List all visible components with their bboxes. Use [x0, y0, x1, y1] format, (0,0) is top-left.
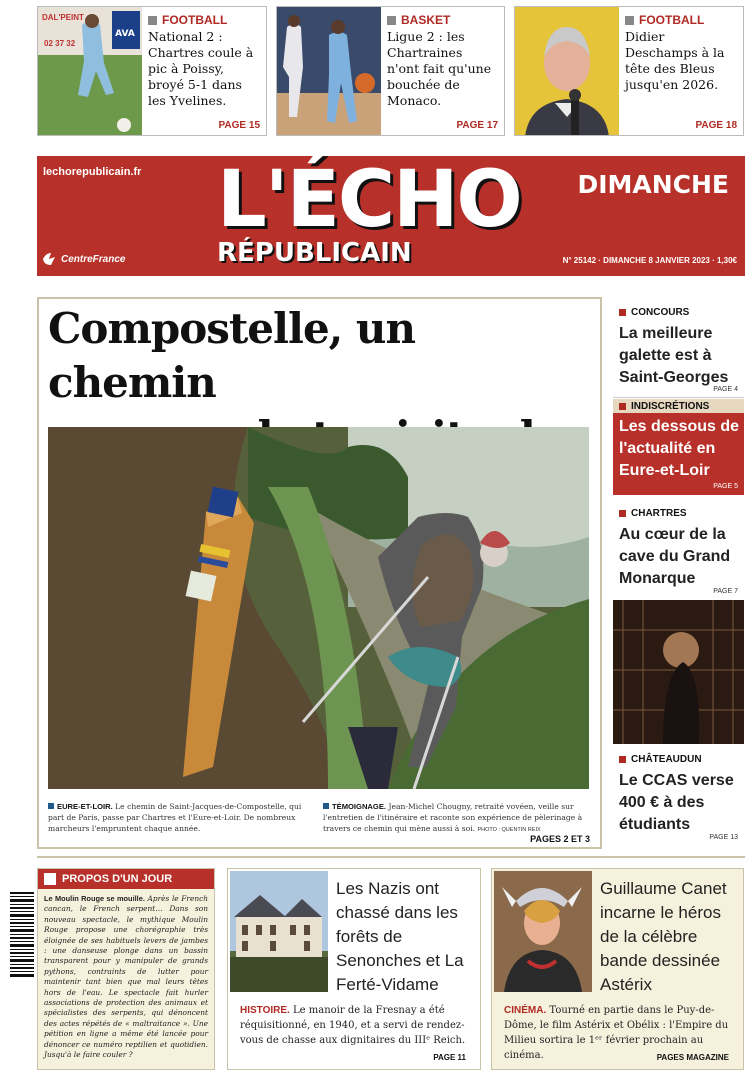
nazis-headline: Les Nazis ont chassé dans les forêts de Senonches et La Ferté-Vidame — [336, 879, 464, 994]
sidebar-headline: Au cœur de la cave du Grand Monarque — [619, 526, 731, 587]
pilgrim-photo — [48, 427, 589, 789]
photo-credit: PHOTO : QUENTIN REIX — [477, 827, 541, 833]
svg-text:AVA: AVA — [115, 29, 135, 39]
teaser-page: PAGE 17 — [456, 120, 498, 131]
nazis-page: PAGE 11 — [433, 1053, 466, 1062]
canet-headline: Guillaume Canet incarne le héros de la célèbre bande dessinée Astérix — [600, 879, 727, 994]
sidebar-kicker: INDISCRÉTIONS — [613, 399, 744, 413]
canet-story[interactable] — [491, 868, 744, 1070]
propos-text: Le Moulin Rouge se mouille. Après le French cancan, le French serpent… Dans son nouveau spectacle, le mythique Moulin Rouge propose une chorégraphie très éloignée de ses habituels levers de jambes : une danseuse plonge dans un bassin transparent pour y manipuler de grands pythons, contraints de lutter pour maintenir tant bien que mal leurs têtes hors de l'eau. Le spectacle fait hurler associations de protection des animaux et spécialistes des serpents, qui dénoncent des actes répétés de « maltraitance ». Une pétition en ligne a même été lancée pour dénoncer ce numéro reptilien et quotidien. Jusqu'à le faire couler ? — [44, 894, 209, 1060]
centrefrance-logo: CentreFrance — [42, 252, 125, 266]
teaser-kicker: FOOTBALL — [625, 13, 737, 27]
teaser-basket[interactable] — [276, 6, 505, 136]
masthead-title: L'ÉCHO — [217, 155, 521, 245]
masthead — [37, 156, 745, 276]
section-divider — [37, 856, 745, 858]
deschamps-photo — [515, 7, 619, 136]
barcode — [10, 890, 34, 1014]
sign-phone: 02 37 32 — [44, 39, 76, 48]
barcode-icon — [10, 890, 34, 980]
lead-pages: PAGES 2 ET 3 — [530, 834, 590, 844]
sidebar-headline: Le CCAS verse 400 € à des étudiants — [619, 772, 734, 833]
football-player-photo — [38, 7, 142, 136]
masthead-subtitle: RÉPUBLICAIN — [217, 238, 412, 268]
sidebar-kicker: CHARTRES — [613, 508, 744, 519]
teaser-page: PAGE 15 — [218, 120, 260, 131]
manoir-photo — [230, 871, 328, 992]
lead-headline: Compostelle, un chemin — [48, 304, 415, 407]
nazis-text: HISTOIRE. Le manoir de la Fresnay a été réquisitionné, en 1940, et a servi de rendez-vous de chasse aux dignitaires du IIIᵉ Reich. — [240, 1005, 466, 1046]
masthead-day: DIMANCHE — [577, 170, 729, 199]
sidebar-page: PAGE 13 — [709, 834, 738, 841]
sidebar-item-indiscretions[interactable] — [613, 399, 744, 495]
teaser-text: Didier Deschamps à la tête des Bleus jusqu'en 2026. — [625, 29, 725, 92]
teaser-page: PAGE 18 — [695, 120, 737, 131]
sidebar-page: PAGE 4 — [713, 386, 738, 393]
caption-1: EURE-ET-LOIR. Le chemin de Saint-Jacques-de-Compostelle, qui part de Paris, passe par Chartres et l'Eure-et-Loir. De nombreux marcheurs l'empruntent chaque année. — [48, 802, 302, 833]
teaser-text: National 2 : Chartres coule à pic à Poissy, broyé 5-1 dans les Yvelines. — [148, 29, 254, 108]
asterix-photo — [494, 871, 592, 992]
sidebar-item-chartres[interactable] — [613, 500, 744, 600]
teaser-kicker: BASKET — [387, 13, 498, 27]
sidebar-page: PAGE 7 — [713, 588, 738, 595]
propos-box[interactable] — [37, 868, 215, 1070]
nazis-story[interactable] — [227, 868, 481, 1070]
sidebar-headline: Les dessous de l'actualité en Eure-et-Loir — [619, 418, 740, 479]
teaser-text: Ligue 2 : les Chartraines n'ont fait qu'une bouchée de Monaco. — [387, 29, 492, 108]
sidebar-page: PAGE 5 — [713, 483, 738, 490]
teaser-football-chartres[interactable] — [37, 6, 267, 136]
wine-cave-photo — [613, 600, 744, 744]
sidebar-kicker: CONCOURS — [613, 307, 744, 318]
lead-story[interactable] — [37, 297, 602, 849]
sidebar-item-chateaudun[interactable] — [613, 746, 744, 850]
teaser-deschamps[interactable] — [514, 6, 744, 136]
basketball-photo — [277, 7, 381, 136]
website-link[interactable]: lechorepublicain.fr — [43, 166, 142, 178]
propos-title: PROPOS D'UN JOUR — [38, 869, 214, 889]
caption-2: TÉMOIGNAGE. Jean-Michel Chougny, retraité vovéen, veille sur l'entretien de l'itinéraire et raconte son expérience de pèlerinage à travers ce chemin qui mène aussi à soi. PHOTO : QUENTIN REIX — [323, 802, 583, 833]
sidebar-item-concours[interactable] — [613, 298, 744, 398]
issue-line: N° 25142 · DIMANCHE 8 JANVIER 2023 · 1,30€ — [562, 256, 737, 265]
sidebar-kicker: CHÂTEAUDUN — [613, 754, 744, 765]
teaser-kicker: FOOTBALL — [148, 13, 260, 27]
canet-text: CINÉMA. Tourné en partie dans le Puy-de-Dôme, le film Astérix et Obélix : l'Empire du Milieu sortira le 1ᵉʳ février prochain au cinéma. — [504, 1005, 729, 1061]
centrefrance-icon — [42, 252, 58, 266]
canet-page: PAGES MAGAZINE — [656, 1053, 729, 1062]
sidebar-headline: La meilleure galette est à Saint-Georges — [619, 325, 729, 386]
sign-text: DAL'PEINT — [42, 13, 84, 22]
